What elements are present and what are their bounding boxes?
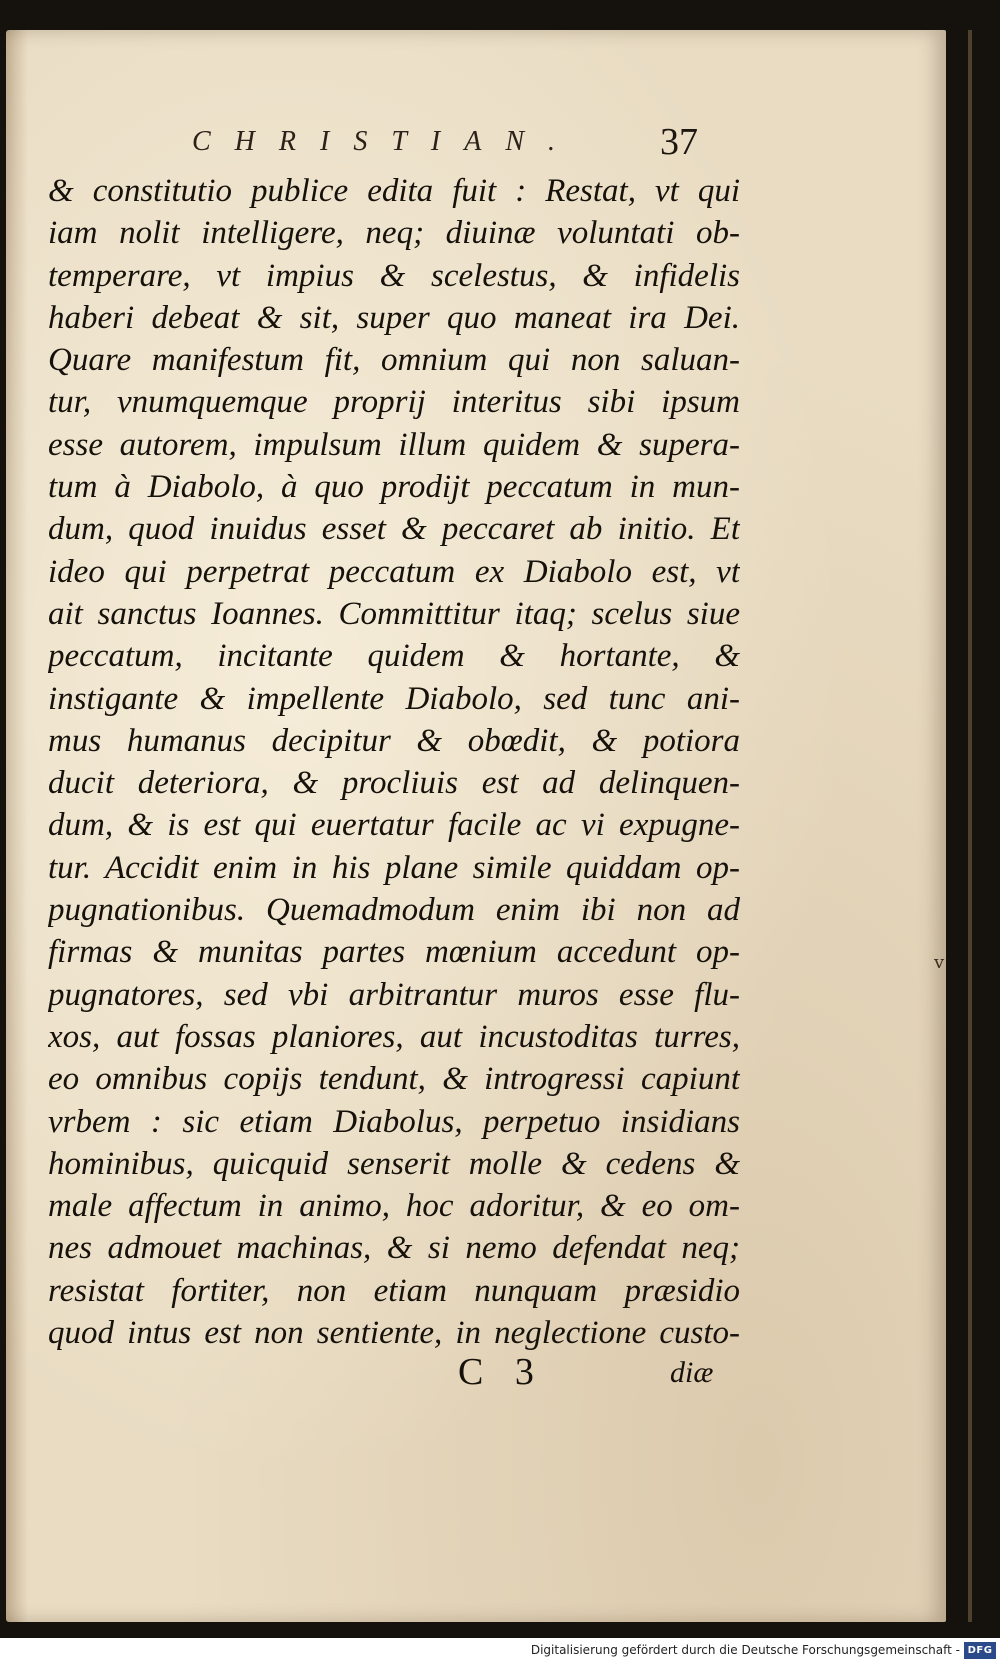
text-line: ait sanctus Ioannes. Committitur itaq; scelus siue — [48, 595, 740, 632]
text-line: male affectum in animo, hoc adoritur, & eo om- — [48, 1188, 740, 1225]
signature-mark: C 3 — [458, 1351, 534, 1393]
text-line: peccatum, incitante quidem & hortante, & — [48, 638, 740, 675]
text-line: haberi debeat & sit, super quo maneat ira Dei. — [48, 299, 740, 336]
body-text — [48, 170, 740, 1354]
text-line: iam nolit intelligere, neq; diuinæ voluntati ob- — [48, 215, 740, 252]
text-line: tum à Diabolo, à quo prodijt peccatum in mun- — [48, 469, 740, 506]
page-footer — [0, 1350, 1000, 1410]
text-line: esse autorem, impulsum illum quidem & supera- — [48, 426, 740, 463]
credit-text: Digitalisierung gefördert durch die Deutsche Forschungsgemeinschaft - — [530, 1643, 960, 1657]
running-head — [0, 120, 1000, 164]
text-line: pugnationibus. Quemadmodum enim ibi non ad — [48, 892, 740, 929]
text-line: tur, vnumquemque proprij interitus sibi ipsum — [48, 384, 740, 421]
text-line: Quare manifestum fit, omnium qui non saluan- — [48, 342, 740, 379]
text-line: dum, & is est qui euertatur facile ac vi expugne- — [48, 807, 740, 844]
text-line: pugnatores, sed vbi arbitrantur muros esse flu- — [48, 976, 740, 1013]
text-line: firmas & munitas partes mœnium accedunt op- — [48, 934, 740, 971]
text-line: nes admouet machinas, & si nemo defendat neq; — [48, 1230, 740, 1267]
text-line: hominibus, quicquid senserit molle & cedens & — [48, 1145, 740, 1182]
text-line: temperare, vt impius & scelestus, & infidelis — [48, 257, 740, 294]
text-line: eo omnibus copijs tendunt, & introgressi capiunt — [48, 1061, 740, 1098]
text-line: resistat fortiter, non etiam nunquam præsidio — [48, 1272, 740, 1309]
running-title: CHRISTIAN. — [192, 126, 579, 157]
text-line: tur. Accidit enim in his plane simile quiddam op- — [48, 849, 740, 886]
page-number: 37 — [660, 121, 698, 163]
credit-bar — [0, 1638, 1000, 1664]
text-line: instigante & impellente Diabolo, sed tunc ani- — [48, 680, 740, 717]
text-line: dum, quod inuidus esset & peccaret ab initio. Et — [48, 511, 740, 548]
dfg-logo: DFG — [964, 1642, 996, 1659]
text-line: & constitutio publice edita fuit : Restat, vt qui — [48, 173, 740, 209]
text-line: mus humanus decipitur & obœdit, & potiora — [48, 722, 740, 759]
text-line: ideo qui perpetrat peccatum ex Diabolo est, vt — [48, 553, 740, 590]
catchword: diæ — [670, 1356, 714, 1389]
margin-mark: v — [934, 952, 945, 973]
text-line: xos, aut fossas planiores, aut incustoditas turres, — [48, 1018, 740, 1055]
text-line: ducit deteriora, & procliuis est ad delinquen- — [48, 765, 740, 802]
text-line: quod intus est non sentiente, in neglectione custo- — [48, 1315, 740, 1352]
text-line: vrbem : sic etiam Diabolus, perpetuo insidians — [48, 1103, 740, 1140]
